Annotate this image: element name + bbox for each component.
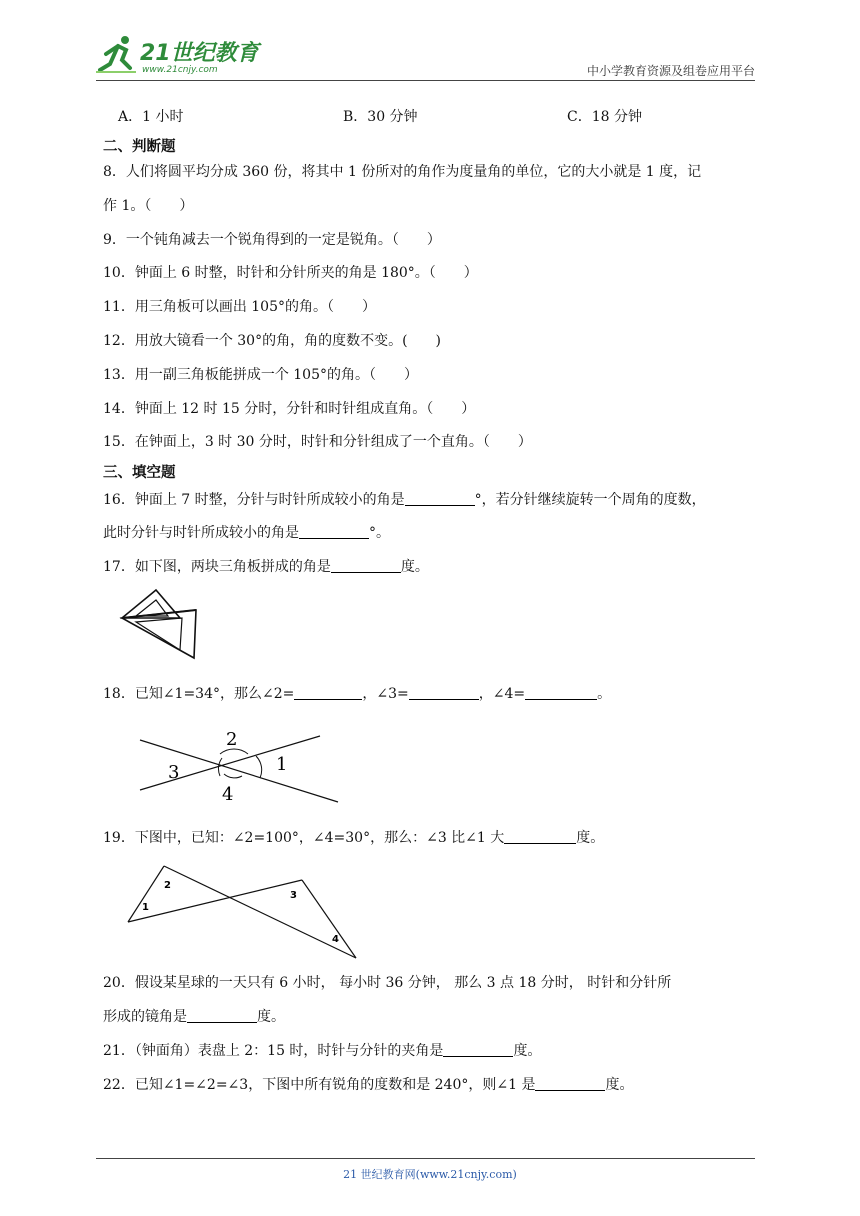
q18-text-c: ，∠4= xyxy=(478,686,526,702)
platform-name: 中小学教育资源及组卷应用平台 xyxy=(586,64,755,78)
section-title-fill: 三、填空题 xyxy=(103,465,176,481)
q18-text-a: 18．已知∠1=34°，那么∠2= xyxy=(103,686,295,702)
angle-label-4: 4 xyxy=(332,934,339,945)
answer-blank[interactable] xyxy=(331,558,401,573)
q16-text-d: °。 xyxy=(369,525,390,541)
question-13: 13．用一副三角板能拼成一个 105°的角。（ ） xyxy=(103,367,418,383)
option-a: A．1 小时 xyxy=(118,109,184,125)
q18-text-d: 。 xyxy=(597,686,612,702)
answer-blank[interactable] xyxy=(294,685,362,700)
question-8-line2: 作 1。（ ） xyxy=(103,198,194,214)
question-11: 11．用三角板可以画出 105°的角。（ ） xyxy=(103,299,376,315)
question-22 xyxy=(103,1075,758,1095)
angle-label-3: 3 xyxy=(168,762,180,783)
q21-text-b: 度。 xyxy=(513,1043,542,1059)
figure-intersecting-lines xyxy=(138,724,343,812)
question-18 xyxy=(103,684,758,704)
site-logo xyxy=(96,34,276,76)
angle-label-4: 4 xyxy=(222,784,234,805)
question-16-line1 xyxy=(103,490,758,510)
option-b: B．30 分钟 xyxy=(343,109,418,125)
q21-text-a: 21．（钟面角）表盘上 2：15 时，时针与分针的夹角是 xyxy=(103,1043,444,1059)
answer-blank[interactable] xyxy=(299,524,369,539)
footer-text: 21 世纪教育网(www.21cnjy.com) xyxy=(343,1168,517,1181)
question-16-line2 xyxy=(103,523,758,543)
figure-two-triangles xyxy=(124,862,364,966)
question-21 xyxy=(103,1041,758,1061)
option-c: C．18 分钟 xyxy=(567,109,642,125)
q19-text-a: 19．下图中，已知：∠2=100°，∠4=30°，那么：∠3 比∠1 大 xyxy=(103,830,505,846)
question-20-line2 xyxy=(103,1007,758,1027)
question-15: 15．在钟面上，3 时 30 分时，时针和分针组成了一个直角。（ ） xyxy=(103,434,532,450)
question-8-line1: 8．人们将圆平均分成 360 份，将其中 1 份所对的角作为度量角的单位，它的大小就是 1 度，记 xyxy=(103,164,702,180)
logo-text: 21世纪教育 xyxy=(140,41,259,66)
q16-text-b: °，若分针继续旋转一个周角的度数， xyxy=(474,492,706,508)
question-12: 12．用放大镜看一个 30°的角，角的度数不变。( ) xyxy=(103,333,442,349)
question-9: 9．一个钝角减去一个锐角得到的一定是锐角。（ ） xyxy=(103,232,441,248)
q19-text-b: 度。 xyxy=(576,830,605,846)
answer-blank[interactable] xyxy=(504,829,576,844)
angle-label-3: 3 xyxy=(290,890,297,901)
answer-options xyxy=(0,106,860,126)
answer-blank[interactable] xyxy=(525,685,597,700)
question-17 xyxy=(103,557,758,577)
answer-blank[interactable] xyxy=(535,1076,605,1091)
q17-text-a: 17．如下图，两块三角板拼成的角是 xyxy=(103,559,331,575)
question-10: 10．钟面上 6 时整，时针和分针所夹的角是 180°。（ ） xyxy=(103,265,478,281)
section-title-judge: 二、判断题 xyxy=(103,139,176,155)
q22-text-a: 22．已知∠1=∠2=∠3，下图中所有锐角的度数和是 240°，则∠1 是 xyxy=(103,1077,536,1093)
angle-label-1: 1 xyxy=(276,754,288,775)
q16-text-c: 此时分针与时针所成较小的角是 xyxy=(103,525,299,541)
angle-label-1: 1 xyxy=(142,902,149,913)
q18-text-b: ，∠3= xyxy=(362,686,409,702)
question-20-line1: 20．假设某星球的一天只有 6 小时， 每小时 36 分钟， 那么 3 点 18 分时， 时针和分针所 xyxy=(103,975,672,991)
answer-blank[interactable] xyxy=(405,491,475,506)
question-14: 14．钟面上 12 时 15 分时，分针和时针组成直角。（ ） xyxy=(103,401,476,417)
answer-blank[interactable] xyxy=(443,1042,513,1057)
q22-text-b: 度。 xyxy=(605,1077,634,1093)
runner-icon xyxy=(96,36,136,72)
figure-set-squares xyxy=(118,588,198,664)
q20-text-c: 度。 xyxy=(257,1009,285,1025)
angle-label-2: 2 xyxy=(164,880,171,891)
q20-text-b: 形成的镜角是 xyxy=(103,1009,187,1025)
header-divider xyxy=(96,80,755,81)
answer-blank[interactable] xyxy=(409,685,479,700)
logo-url: www.21cnjy.com xyxy=(142,65,218,75)
angle-label-2: 2 xyxy=(226,729,238,750)
q17-text-b: 度。 xyxy=(400,559,429,575)
answer-blank[interactable] xyxy=(187,1008,257,1023)
question-19 xyxy=(103,828,758,848)
q16-text-a: 16．钟面上 7 时整，分针与时针所成较小的角是 xyxy=(103,492,405,508)
footer-divider xyxy=(96,1158,755,1159)
